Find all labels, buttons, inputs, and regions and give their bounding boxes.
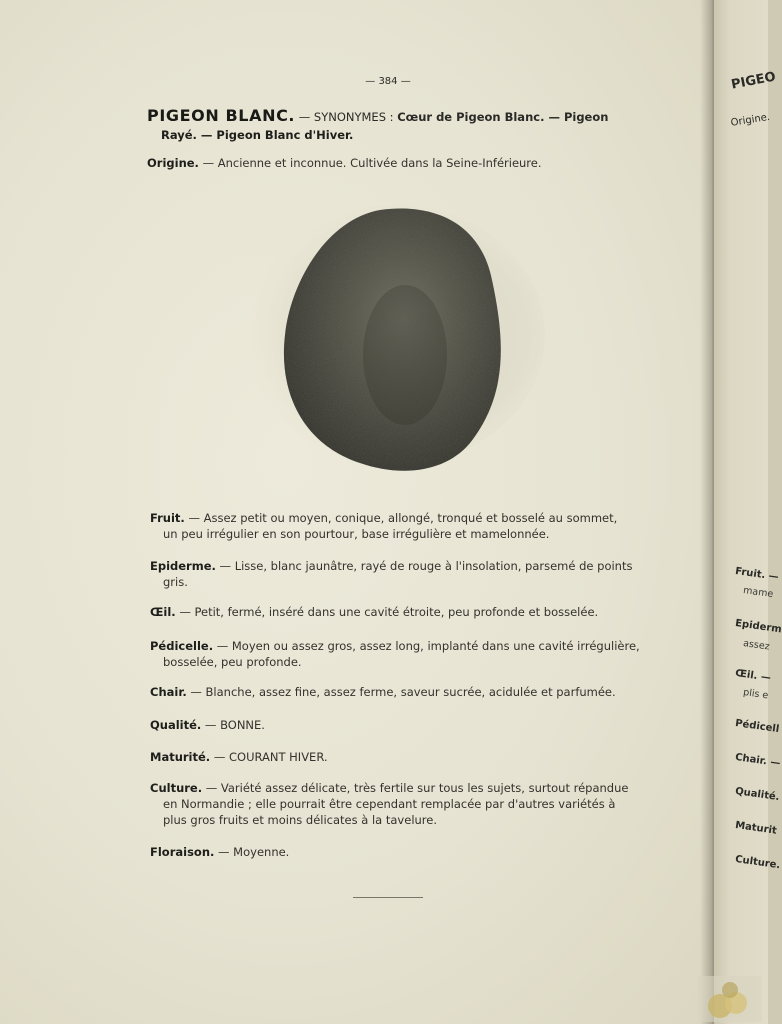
apple-shadow-stripe — [363, 285, 447, 425]
section-floraison — [150, 844, 289, 860]
oeil-label: Œil. — [150, 605, 176, 619]
facing-label-chair: Chair. — — [734, 752, 781, 770]
facing-cont-epiderme: assez — [742, 638, 771, 653]
oeil-text: — Petit, fermé, inséré dans une cavité étroite, peu profonde et bosselée. — [175, 605, 599, 619]
origine-line — [147, 155, 542, 171]
section-fruit — [150, 510, 617, 542]
floraison-text: — Moyenne. — [214, 845, 290, 859]
facing-label-maturite: Maturit — [734, 820, 778, 837]
facing-label-qualite: Qualité. — [734, 786, 781, 804]
culture-text: — Variété assez délicate, très fertile sur tous les sujets, surtout répandue — [202, 781, 629, 795]
facing-label-epiderme: Epiderm — [734, 618, 782, 636]
synonyms-continued: Rayé. — Pigeon Blanc d'Hiver. — [161, 128, 354, 142]
synonyms-lead: — SYNONYMES : — [295, 110, 398, 124]
facing-label-culture: Culture. — [734, 854, 781, 872]
facing-label-fruit: Fruit. — — [734, 566, 780, 583]
section-pedicelle — [150, 638, 640, 670]
facing-page-title: PIGEO — [730, 69, 778, 93]
end-rule — [353, 897, 423, 898]
fruit-text-cont: un peu irrégulier en son pourtour, base irrégulière et mamelonnée. — [163, 527, 550, 541]
culture-text-cont: en Normandie ; elle pourrait être cependant remplacée par d'autres variétés à — [163, 797, 616, 811]
floraison-label: Floraison. — [150, 845, 215, 859]
section-culture — [150, 780, 628, 828]
pedicelle-text-cont: bosselée, peu profonde. — [163, 655, 302, 669]
section-qualite — [150, 717, 265, 733]
qualite-label: Qualité. — [150, 718, 202, 732]
facing-cont-oeil: plis e — [742, 687, 769, 702]
pedicelle-label: Pédicelle. — [150, 639, 214, 653]
chair-text: — Blanche, assez fine, assez ferme, saveur sucrée, acidulée et parfumée. — [186, 685, 616, 699]
epiderme-text: — Lisse, blanc jaunâtre, rayé de rouge à l'insolation, parsemé de points — [215, 559, 633, 573]
epiderme-text-cont: gris. — [163, 575, 188, 589]
synonyms-text: Cœur de Pigeon Blanc. — Pigeon — [397, 110, 609, 124]
page-number: — 384 — — [365, 76, 411, 87]
qualite-text: — BONNE. — [201, 718, 265, 732]
origine-label: Origine. — [147, 156, 199, 170]
facing-label-pedicelle: Pédicell — [734, 718, 780, 736]
maturite-label: Maturité. — [150, 750, 211, 764]
variety-title: PIGEON BLANC. — [147, 106, 296, 125]
facing-page-origine: Origine. — [730, 111, 771, 129]
facing-label-oeil: Œil. — — [734, 668, 772, 684]
origine-text: — Ancienne et inconnue. Cultivée dans la Seine-Inférieure. — [198, 156, 542, 170]
fruit-label: Fruit. — [150, 511, 185, 525]
culture-label: Culture. — [150, 781, 203, 795]
culture-text-cont-2: plus gros fruits et moins délicates à la tavelure. — [163, 813, 438, 827]
facing-page-edge — [714, 0, 782, 1024]
epiderme-label: Epiderme. — [150, 559, 216, 573]
section-epiderme — [150, 558, 632, 590]
maturite-text: — COURANT HIVER. — [210, 750, 328, 764]
pedicelle-text: — Moyen ou assez gros, assez long, implanté dans une cavité irrégulière, — [213, 639, 640, 653]
facing-cont-fruit: mame — [742, 585, 774, 601]
section-chair — [150, 684, 616, 700]
entry-title-line — [147, 107, 608, 126]
chair-label: Chair. — [150, 685, 187, 699]
section-oeil — [150, 604, 598, 620]
apple-photo — [230, 195, 550, 485]
fruit-text: — Assez petit ou moyen, conique, allongé, tronqué et bosselé au sommet, — [184, 511, 618, 525]
fruit-logo-icon — [698, 976, 762, 1022]
section-maturite — [150, 749, 328, 765]
